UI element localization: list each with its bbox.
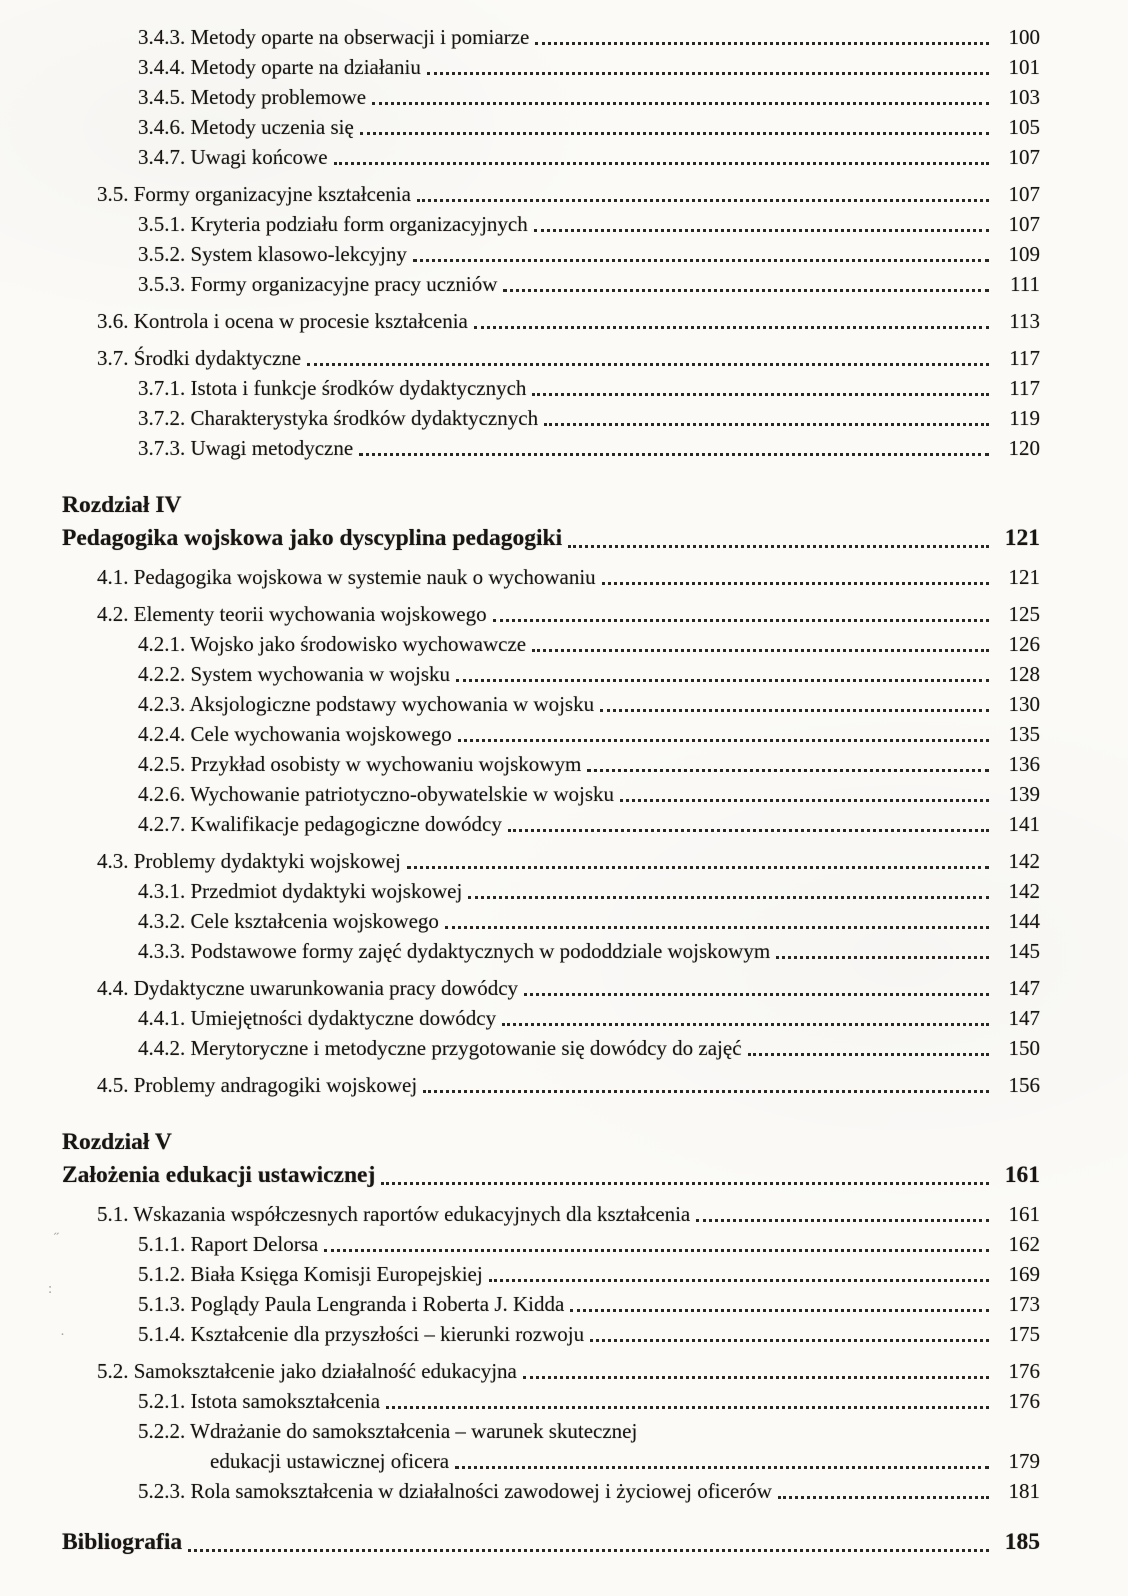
- dotted-leader: [602, 582, 989, 585]
- dotted-leader: [489, 1279, 989, 1282]
- toc-entry: [0, 1386, 1040, 1416]
- dotted-leader: [407, 866, 989, 869]
- toc-entry-label: Pedagogika wojskowa jako dyscyplina pedagogiki: [62, 525, 563, 551]
- dotted-leader: [534, 229, 989, 232]
- toc-entry: [0, 629, 1040, 659]
- toc-entry: [0, 1033, 1040, 1063]
- toc-entry-label: 5.2.3. Rola samokształcenia w działalności zawodowej i życiowej oficerów: [138, 1479, 772, 1503]
- toc-entry: [0, 142, 1040, 172]
- toc-entry-label: 4.4.1. Umiejętności dydaktyczne dowódcy: [138, 1006, 497, 1030]
- toc-page-number: 109: [1008, 242, 1040, 266]
- toc-entry-label: 3.4.5. Metody problemowe: [138, 85, 367, 109]
- toc-entry: [0, 876, 1040, 906]
- toc-entry: [0, 52, 1040, 82]
- toc-page-number: 103: [1008, 85, 1040, 109]
- dotted-leader: [523, 1376, 989, 1379]
- toc-entry: [0, 1526, 1040, 1559]
- dotted-leader: [468, 896, 989, 899]
- dotted-leader: [502, 1023, 989, 1026]
- toc-entry: [0, 906, 1040, 936]
- toc-entry: [0, 1070, 1040, 1100]
- dotted-leader: [417, 199, 989, 202]
- toc-entry: [0, 1356, 1040, 1386]
- toc-entry-label: 3.4.4. Metody oparte na działaniu: [138, 55, 421, 79]
- toc-entry: [0, 1126, 1040, 1159]
- toc-page-number: 162: [1008, 1232, 1040, 1256]
- toc-entry: [0, 489, 1040, 522]
- dotted-leader: [748, 1053, 989, 1056]
- toc-page-number: 119: [1009, 406, 1040, 430]
- toc-page-number: 135: [1008, 722, 1040, 746]
- toc-entry-label: 5.1.2. Biała Księga Komisji Europejskiej: [138, 1262, 483, 1286]
- toc-entry-label: 4.5. Problemy andragogiki wojskowej: [97, 1073, 418, 1097]
- toc-entry-label: 3.7.1. Istota i funkcje środków dydaktycznych: [138, 376, 527, 400]
- toc-entry-label: 5.2.1. Istota samokształcenia: [138, 1389, 381, 1413]
- toc-entry: [0, 209, 1040, 239]
- toc-page-number: 125: [1008, 602, 1040, 626]
- toc-entry-label: 4.4. Dydaktyczne uwarunkowania pracy dowódcy: [97, 976, 519, 1000]
- scan-artifact-mark: :: [48, 1281, 53, 1297]
- toc-entry-label: 4.2. Elementy teorii wychowania wojskowego: [97, 602, 487, 626]
- toc-entry-label: 3.5.2. System klasowo-lekcyjny: [138, 242, 407, 266]
- toc-entry-label: 4.2.7. Kwalifikacje pedagogiczne dowódcy: [138, 812, 502, 836]
- toc-entry-label: 4.3.1. Przedmiot dydaktyki wojskowej: [138, 879, 463, 903]
- dotted-leader: [455, 1466, 989, 1469]
- dotted-leader: [778, 1496, 989, 1499]
- toc-page-number: 107: [1008, 182, 1040, 206]
- toc-page-number: 145: [1008, 939, 1040, 963]
- toc-entry-label: 3.5. Formy organizacyjne kształcenia: [97, 182, 411, 206]
- toc-entry-label: 4.2.5. Przykład osobisty w wychowaniu wojskowym: [138, 752, 582, 776]
- toc-page-number: 120: [1008, 436, 1040, 460]
- toc-entry-label: 4.3.3. Podstawowe formy zajęć dydaktycznych w pododdziale wojskowym: [138, 939, 771, 963]
- toc-entry: [0, 846, 1040, 876]
- dotted-leader: [590, 1339, 989, 1342]
- toc-page-number: 150: [1008, 1036, 1040, 1060]
- toc-page-number: 113: [1009, 309, 1040, 333]
- toc-entry: [0, 22, 1040, 52]
- toc-entry-label: 4.2.2. System wychowania w wojsku: [138, 662, 451, 686]
- toc-entry-label: Rozdział IV: [62, 492, 182, 518]
- toc-page-number: 161: [1004, 1162, 1040, 1188]
- toc-page-number: 107: [1008, 212, 1040, 236]
- dotted-leader: [696, 1219, 989, 1222]
- dotted-leader: [535, 42, 989, 45]
- toc-page-number: 176: [1008, 1359, 1040, 1383]
- toc-entry: [0, 1289, 1040, 1319]
- toc-entry: [0, 1416, 1040, 1446]
- toc-page-number: 101: [1008, 55, 1040, 79]
- toc-entry-label: 4.4.2. Merytoryczne i metodyczne przygotowanie się dowódcy do zajęć: [138, 1036, 742, 1060]
- toc-entry-label: Rozdział V: [62, 1129, 172, 1155]
- dotted-leader: [493, 619, 989, 622]
- toc-entry-label: 4.3. Problemy dydaktyki wojskowej: [97, 849, 401, 873]
- toc-entry: [0, 1229, 1040, 1259]
- toc-entry-label: 5.2. Samokształcenie jako działalność edukacyjna: [97, 1359, 517, 1383]
- toc-page-number: 147: [1008, 976, 1040, 1000]
- toc-entry-label: 4.2.1. Wojsko jako środowisko wychowawcze: [138, 632, 527, 656]
- toc-page-number: 185: [1004, 1529, 1040, 1555]
- dotted-leader: [532, 649, 989, 652]
- toc-entry: [0, 522, 1040, 555]
- dotted-leader: [524, 993, 989, 996]
- dotted-leader: [474, 326, 989, 329]
- dotted-leader: [360, 132, 989, 135]
- dotted-leader: [423, 1090, 989, 1093]
- toc-page-number: 161: [1008, 1202, 1040, 1226]
- dotted-leader: [334, 162, 989, 165]
- toc-page-number: 136: [1008, 752, 1040, 776]
- toc-entry: [0, 599, 1040, 629]
- toc-entry-label: 3.5.3. Formy organizacyjne pracy uczniów: [138, 272, 498, 296]
- toc-entry: [0, 936, 1040, 966]
- toc-entry-label: Bibliografia: [62, 1529, 183, 1555]
- toc-entry: [0, 239, 1040, 269]
- dotted-leader: [503, 289, 989, 292]
- toc-entry: [0, 1159, 1040, 1192]
- toc-entry: [0, 179, 1040, 209]
- toc-entry-label: 3.7. Środki dydaktyczne: [97, 346, 302, 370]
- dotted-leader: [372, 102, 989, 105]
- toc-page-number: 156: [1008, 1073, 1040, 1097]
- dotted-leader: [188, 1549, 989, 1552]
- toc-entry-label: 5.1.4. Kształcenie dla przyszłości – kierunki rozwoju: [138, 1322, 585, 1346]
- toc-page-number: 139: [1008, 782, 1040, 806]
- toc-entry-label: 4.2.3. Aksjologiczne podstawy wychowania w wojsku: [138, 692, 595, 716]
- toc-entry: [0, 973, 1040, 1003]
- toc-entry-label: 3.4.6. Metody uczenia się: [138, 115, 354, 139]
- toc-entry-label: Założenia edukacji ustawicznej: [62, 1162, 376, 1188]
- scan-artifact-mark: ˝: [54, 1231, 59, 1247]
- toc-entry: [0, 779, 1040, 809]
- toc-entry: [0, 1199, 1040, 1229]
- toc-entry-label: edukacji ustawicznej oficera: [210, 1449, 450, 1473]
- toc-page-number: 126: [1008, 632, 1040, 656]
- toc-entry-label: 3.7.2. Charakterystyka środków dydaktycznych: [138, 406, 539, 430]
- dotted-leader: [307, 363, 989, 366]
- toc-entry: [0, 562, 1040, 592]
- toc-page-number: 142: [1008, 849, 1040, 873]
- toc-page-number: 147: [1008, 1006, 1040, 1030]
- toc-page-number: 169: [1008, 1262, 1040, 1286]
- toc-entry-label: 4.2.4. Cele wychowania wojskowego: [138, 722, 452, 746]
- toc-page-number: 175: [1008, 1322, 1040, 1346]
- toc-page-number: 121: [1004, 525, 1040, 551]
- toc-page-number: 130: [1008, 692, 1040, 716]
- toc-entry: [0, 82, 1040, 112]
- scan-artifact-mark: ·: [60, 1327, 65, 1343]
- toc-page-number: 107: [1008, 145, 1040, 169]
- toc-entry: [0, 306, 1040, 336]
- toc-page-number: 111: [1010, 272, 1040, 296]
- toc-entry-label: 5.1.3. Poglądy Paula Lengranda i Roberta J. Kidda: [138, 1292, 565, 1316]
- toc-entry-label: 3.7.3. Uwagi metodyczne: [138, 436, 354, 460]
- toc-page-number: 181: [1008, 1479, 1040, 1503]
- toc-page-number: 179: [1008, 1449, 1040, 1473]
- toc-entry: [0, 1319, 1040, 1349]
- dotted-leader: [458, 739, 989, 742]
- toc-entry-label: 3.4.7. Uwagi końcowe: [138, 145, 328, 169]
- toc-page-number: 105: [1008, 115, 1040, 139]
- dotted-leader: [620, 799, 989, 802]
- dotted-leader: [544, 423, 989, 426]
- toc-entry: [0, 719, 1040, 749]
- toc-entry-label: 3.6. Kontrola i ocena w procesie kształcenia: [97, 309, 468, 333]
- toc-entry: [0, 343, 1040, 373]
- dotted-leader: [324, 1249, 989, 1252]
- dotted-leader: [532, 393, 989, 396]
- dotted-leader: [508, 829, 989, 832]
- dotted-leader: [427, 72, 989, 75]
- toc-page-number: 144: [1008, 909, 1040, 933]
- toc-entry-label: 4.2.6. Wychowanie patriotyczno-obywatelskie w wojsku: [138, 782, 614, 806]
- dotted-leader: [359, 453, 989, 456]
- toc-entry: [0, 1003, 1040, 1033]
- toc-page-number: 173: [1008, 1292, 1040, 1316]
- toc-entry: [0, 659, 1040, 689]
- toc-entry-label: 3.4.3. Metody oparte na obserwacji i pomiarze: [138, 25, 530, 49]
- dotted-leader: [587, 769, 989, 772]
- toc-page-number: 121: [1008, 565, 1040, 589]
- toc-page-number: 142: [1008, 879, 1040, 903]
- dotted-leader: [386, 1406, 989, 1409]
- dotted-leader: [568, 545, 989, 548]
- toc-entry: [0, 689, 1040, 719]
- dotted-leader: [445, 926, 989, 929]
- toc-entry: [0, 433, 1040, 463]
- dotted-leader: [570, 1309, 989, 1312]
- toc-entry-label: 5.2.2. Wdrażanie do samokształcenia – warunek skutecznej: [138, 1419, 638, 1443]
- toc-page-number: 128: [1008, 662, 1040, 686]
- toc-page-number: 176: [1008, 1389, 1040, 1413]
- toc-entry: [0, 112, 1040, 142]
- toc-entry: [0, 749, 1040, 779]
- toc-entry: [0, 269, 1040, 299]
- toc-entry-label: 5.1.1. Raport Delorsa: [138, 1232, 319, 1256]
- toc-page-number: 100: [1008, 25, 1040, 49]
- toc-entry-label: 4.3.2. Cele kształcenia wojskowego: [138, 909, 439, 933]
- toc-page-number: 117: [1009, 346, 1040, 370]
- toc-entry-label: 5.1. Wskazania współczesnych raportów edukacyjnych dla kształcenia: [97, 1202, 691, 1226]
- dotted-leader: [381, 1182, 989, 1185]
- toc-entry: [0, 1446, 1040, 1476]
- toc-entry: [0, 1259, 1040, 1289]
- toc-entry: [0, 373, 1040, 403]
- toc-entry: [0, 403, 1040, 433]
- toc-page-number: 117: [1009, 376, 1040, 400]
- toc-page-number: 141: [1008, 812, 1040, 836]
- dotted-leader: [776, 956, 989, 959]
- dotted-leader: [413, 259, 989, 262]
- toc-entry: [0, 1476, 1040, 1506]
- dotted-leader: [456, 679, 989, 682]
- dotted-leader: [600, 709, 989, 712]
- toc-entry-label: 3.5.1. Kryteria podziału form organizacyjnych: [138, 212, 528, 236]
- toc-entry: [0, 809, 1040, 839]
- toc-entry-label: 4.1. Pedagogika wojskowa w systemie nauk o wychowaniu: [97, 565, 596, 589]
